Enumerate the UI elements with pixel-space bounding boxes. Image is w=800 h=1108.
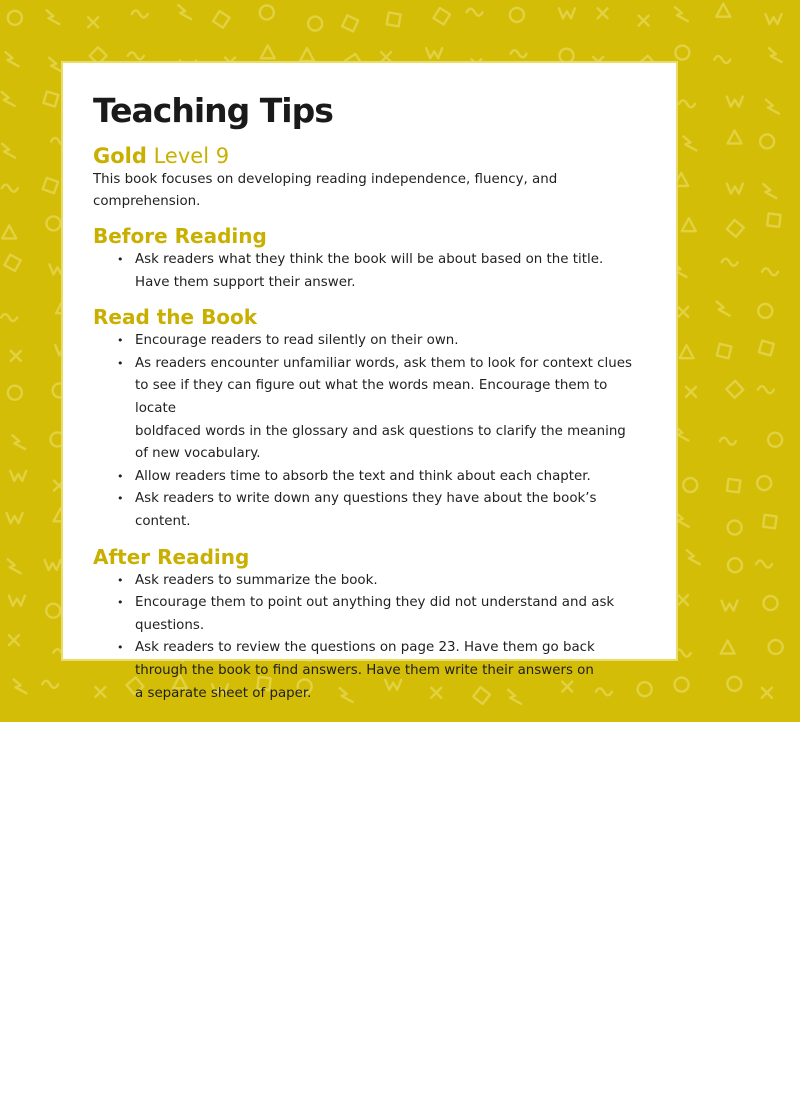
tip-line: • Allow readers time to absorb the text and think about each chapter. xyxy=(135,468,591,484)
doodle-shape xyxy=(6,52,19,66)
doodle-shape xyxy=(2,144,15,158)
doodle-shape xyxy=(768,433,782,447)
doodle-shape xyxy=(769,640,783,654)
tip-line: of new vocabulary. xyxy=(135,446,261,462)
tip-line: • Encourage them to point out anything they did not understand and ask xyxy=(135,595,615,611)
sections xyxy=(93,223,652,705)
doodle-shape xyxy=(674,173,688,186)
tip-line: through the book to find answers. Have them write their answers on xyxy=(135,662,594,678)
doodle-shape xyxy=(467,9,483,16)
doodle-shape xyxy=(716,4,730,17)
doodle-shape xyxy=(2,92,15,106)
doodle-shape xyxy=(88,17,98,27)
tip-line: to see if they can figure out what the words mean. Encourage them to locate xyxy=(135,378,608,416)
section-title: After Reading xyxy=(93,544,250,569)
tip-line: • Ask readers what they think the book will be about based on the title. xyxy=(135,252,604,267)
doodle-shape xyxy=(722,601,738,611)
tip-line: boldfaced words in the glossary and ask questions to clarify the meaning xyxy=(135,423,626,439)
doodle-shape xyxy=(2,225,16,238)
doodle-shape xyxy=(757,476,771,490)
doodle-shape xyxy=(717,302,730,316)
tip-line: questions. xyxy=(135,617,205,633)
doodle-shape xyxy=(756,561,772,568)
doodle-shape xyxy=(213,11,230,28)
tips-list xyxy=(93,570,652,706)
teaching-tips-card xyxy=(63,63,676,701)
tip-item xyxy=(117,592,652,637)
doodle-shape xyxy=(12,435,25,449)
doodle-shape xyxy=(49,58,62,72)
doodle-shape xyxy=(132,10,148,17)
doodle-shape xyxy=(342,15,358,31)
doodle-shape xyxy=(90,47,107,64)
doodle-shape xyxy=(714,56,730,63)
doodle-shape xyxy=(683,478,697,492)
doodle-shape xyxy=(759,341,774,356)
doodle-shape xyxy=(46,216,60,230)
doodle-shape xyxy=(726,381,743,398)
doodle-shape xyxy=(727,97,743,107)
tip-item xyxy=(117,330,652,353)
doodle-shape xyxy=(763,184,776,198)
doodle-shape xyxy=(766,14,782,24)
doodle-shape xyxy=(762,268,778,275)
doodle-shape xyxy=(728,521,742,535)
doodle-shape xyxy=(762,688,772,698)
section-title: Read the Book xyxy=(93,305,258,330)
doodle-shape xyxy=(721,641,735,654)
doodle-shape xyxy=(675,427,688,441)
doodle-shape xyxy=(728,130,742,143)
doodle-shape xyxy=(46,10,59,24)
doodle-shape xyxy=(43,91,58,106)
doodle-shape xyxy=(720,438,736,445)
doodle-shape xyxy=(128,52,144,59)
doodle-shape xyxy=(687,550,700,564)
doodle-shape xyxy=(717,344,732,359)
doodle-shape xyxy=(308,17,322,31)
doodle-shape xyxy=(43,178,58,193)
doodle-shape xyxy=(679,100,695,107)
tip-line: Have them support their answer. xyxy=(135,274,356,290)
doodle-shape xyxy=(727,677,741,691)
doodle-shape xyxy=(758,386,774,393)
doodle-shape xyxy=(686,387,696,397)
doodle-shape xyxy=(260,5,274,19)
doodle-shape xyxy=(45,560,61,570)
doodle-shape xyxy=(675,46,689,60)
doodle-shape xyxy=(7,513,23,523)
tip-line: • Encourage readers to read silently on their own. xyxy=(135,333,459,349)
doodle-shape xyxy=(728,558,742,572)
level-name: Gold xyxy=(93,144,147,168)
doodle-shape xyxy=(766,100,779,114)
doodle-shape xyxy=(559,8,575,18)
level-heading xyxy=(93,143,652,169)
doodle-shape xyxy=(678,307,688,317)
level-label: Level 9 xyxy=(153,144,230,168)
tip-item xyxy=(117,466,652,489)
doodle-shape xyxy=(8,559,21,573)
doodle-shape xyxy=(675,7,688,21)
doodle-shape xyxy=(9,596,25,606)
doodle-shape xyxy=(511,50,527,57)
doodle-shape xyxy=(14,679,27,693)
doodle-shape xyxy=(300,48,314,61)
doodle-shape xyxy=(261,45,275,58)
doodle-shape xyxy=(769,48,782,62)
doodle-shape xyxy=(680,345,694,358)
doodle-shape xyxy=(598,8,608,18)
doodle-shape xyxy=(4,255,20,271)
doodle-shape xyxy=(683,136,696,150)
doodle-shape xyxy=(2,185,18,192)
doodle-shape xyxy=(727,184,743,194)
doodle-shape xyxy=(381,52,391,62)
intro-text: This book focuses on developing reading independence, fluency, and comprehension. xyxy=(93,172,558,209)
doodle-shape xyxy=(675,678,689,692)
tip-item xyxy=(117,353,652,466)
tip-line: • Ask readers to review the questions on page 23. Have them go back xyxy=(135,640,595,656)
doodle-shape xyxy=(10,471,26,481)
doodle-shape xyxy=(682,218,696,231)
doodle-shape xyxy=(434,8,451,25)
doodle-shape xyxy=(560,49,574,63)
tip-line: • As readers encounter unfamiliar words, ask them to look for context clues xyxy=(135,355,632,371)
doodle-shape xyxy=(510,8,524,22)
doodle-shape xyxy=(675,650,691,657)
doodle-shape xyxy=(678,595,688,605)
doodle-shape xyxy=(8,11,22,25)
tip-item xyxy=(117,570,652,593)
tips-list xyxy=(93,330,652,533)
section-title: Before Reading xyxy=(93,224,267,248)
doodle-shape xyxy=(1,314,17,321)
doodle-shape xyxy=(758,304,772,318)
doodle-shape xyxy=(760,134,774,148)
tip-line: a separate sheet of paper. xyxy=(135,685,312,701)
doodle-shape xyxy=(9,635,19,645)
doodle-shape xyxy=(46,604,60,618)
doodle-shape xyxy=(763,515,777,529)
tips-list xyxy=(93,249,652,294)
doodle-shape xyxy=(676,513,689,527)
doodle-shape xyxy=(639,16,649,26)
doodle-shape xyxy=(8,386,22,400)
doodle-shape xyxy=(178,5,191,19)
doodle-shape xyxy=(727,479,740,492)
doodle-shape xyxy=(722,259,738,266)
doodle-shape xyxy=(387,12,401,26)
tip-line: • Ask readers to write down any questions they have about the book’s content. xyxy=(135,491,597,529)
doodle-shape xyxy=(727,220,744,237)
doodle-shape xyxy=(764,596,778,610)
doodle-shape xyxy=(426,48,442,58)
doodle-shape xyxy=(767,214,780,227)
page-title: Teaching Tips xyxy=(93,91,333,130)
tip-line: • Ask readers to summarize the book. xyxy=(135,572,378,588)
tip-item xyxy=(117,637,652,705)
tip-item xyxy=(117,488,652,533)
doodle-shape xyxy=(11,351,21,361)
doodle-shape xyxy=(42,681,58,688)
tip-item xyxy=(117,249,652,294)
